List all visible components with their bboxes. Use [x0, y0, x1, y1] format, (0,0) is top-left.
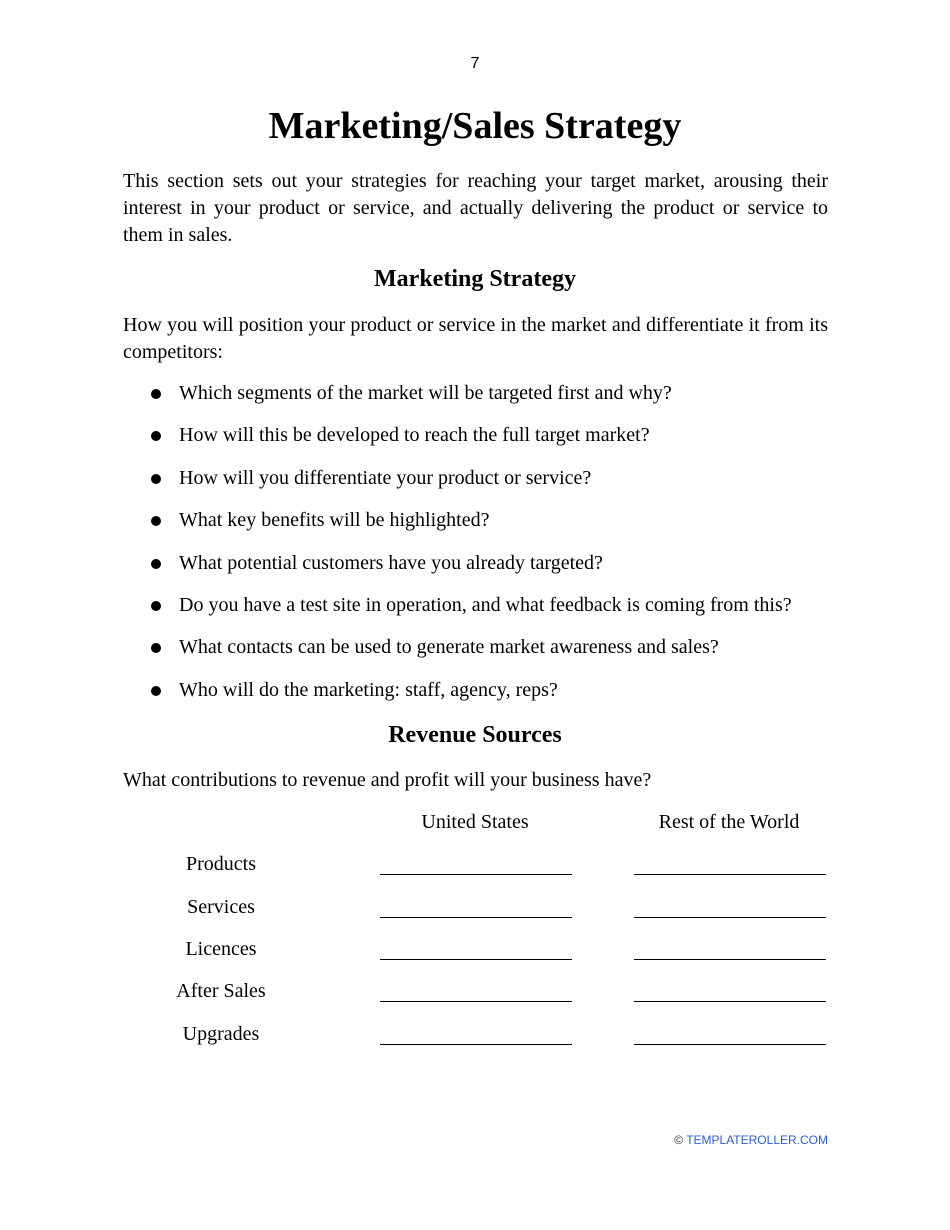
question-text: Do you have a test site in operation, and what feedback is coming from this?	[179, 593, 792, 616]
bullet-icon	[151, 643, 161, 653]
row-label: Services	[187, 895, 255, 918]
marketing-lead-paragraph: How you will position your product or service in the market and differentiate it from its competitors:	[123, 314, 828, 363]
list-item	[123, 379, 828, 421]
revenue-sources-heading: Revenue Sources	[388, 722, 562, 748]
table-row	[123, 893, 828, 935]
column-header-united-states: United States	[421, 811, 529, 833]
question-text: What contacts can be used to generate market awareness and sales?	[179, 636, 719, 659]
table-row	[123, 1020, 828, 1062]
table-row	[123, 935, 828, 977]
bullet-icon	[151, 601, 161, 611]
intro-paragraph: This section sets out your strategies for reaching your target market, arousing their interest in your product or service, and actually delivering the product or service to them in sales.	[123, 170, 828, 246]
row-label: Licences	[185, 938, 257, 960]
list-item	[123, 464, 828, 506]
question-text: Who will do the marketing: staff, agency, reps?	[179, 678, 558, 701]
marketing-questions-list	[123, 379, 828, 718]
rest-of-world-blank-field[interactable]	[634, 917, 826, 918]
united-states-blank-field[interactable]	[380, 917, 572, 918]
bullet-icon	[151, 686, 161, 696]
question-text: What potential customers have you already targeted?	[179, 551, 603, 574]
bullet-icon	[151, 389, 161, 399]
rest-of-world-blank-field[interactable]	[634, 959, 826, 960]
rest-of-world-blank-field[interactable]	[634, 1044, 826, 1045]
rest-of-world-blank-field[interactable]	[634, 1001, 826, 1002]
bullet-icon	[151, 516, 161, 526]
bullet-icon	[151, 431, 161, 441]
page-title: Marketing/Sales Strategy	[268, 105, 682, 147]
question-text: What key benefits will be highlighted?	[179, 509, 490, 532]
united-states-blank-field[interactable]	[380, 1044, 572, 1045]
revenue-lead-paragraph: What contributions to revenue and profit will your business have?	[123, 769, 652, 791]
row-label: After Sales	[176, 980, 266, 1002]
row-label: Upgrades	[182, 1022, 260, 1045]
question-text: How will this be developed to reach the full target market?	[179, 424, 650, 447]
column-header-rest-of-world: Rest of the World	[658, 811, 800, 833]
table-row	[123, 977, 828, 1019]
marketing-strategy-heading: Marketing Strategy	[374, 266, 576, 292]
question-text: How will you differentiate your product or service?	[179, 466, 592, 489]
list-item	[123, 421, 828, 463]
list-item	[123, 633, 828, 675]
copyright-symbol: ©	[674, 1133, 684, 1147]
footer-credit	[674, 1133, 828, 1147]
list-item	[123, 549, 828, 591]
list-item	[123, 676, 828, 718]
list-item	[123, 591, 828, 633]
templateroller-link[interactable]: TEMPLATEROLLER.COM	[686, 1133, 828, 1147]
page-number: 7	[470, 55, 480, 72]
question-text: Which segments of the market will be targeted first and why?	[179, 382, 672, 404]
row-label: Products	[186, 853, 256, 875]
bullet-icon	[151, 559, 161, 569]
rest-of-world-blank-field[interactable]	[634, 874, 826, 875]
table-row	[123, 850, 828, 892]
bullet-icon	[151, 474, 161, 484]
united-states-blank-field[interactable]	[380, 874, 572, 875]
list-item	[123, 506, 828, 548]
united-states-blank-field[interactable]	[380, 959, 572, 960]
united-states-blank-field[interactable]	[380, 1001, 572, 1002]
